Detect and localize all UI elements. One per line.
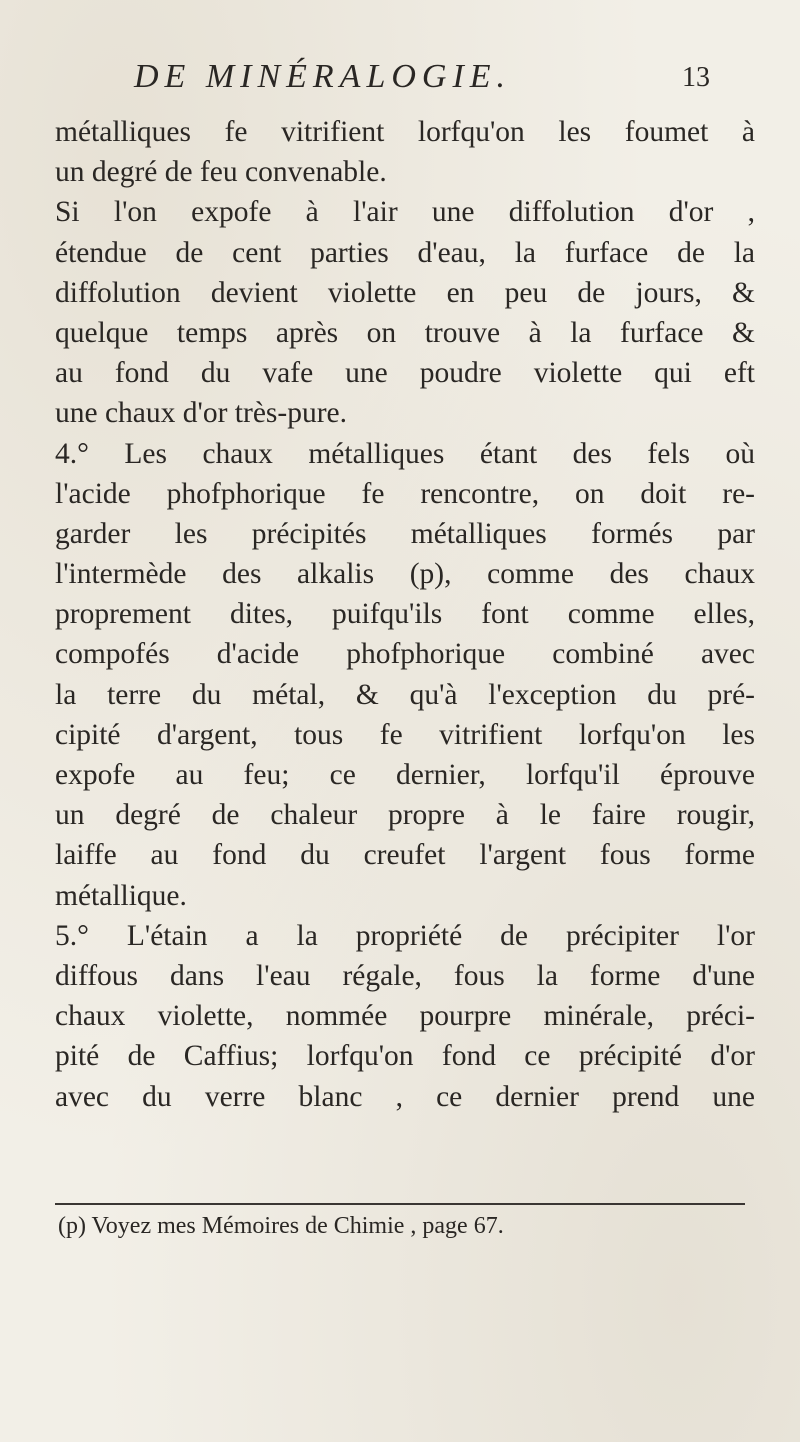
running-title: DE MINÉRALOGIE. xyxy=(134,58,512,95)
text-line: cipité d'argent, tous fe vitrifient lorfqu'on les xyxy=(55,718,755,751)
text-line: quelque temps après on trouve à la furface & xyxy=(55,316,755,349)
text-line: proprement dites, puifqu'ils font comme elles, xyxy=(55,598,755,631)
text-line: la terre du métal, & qu'à l'exception du pré- xyxy=(55,678,755,711)
text-line: métallique. xyxy=(55,879,187,912)
text-line: garder les précipités métalliques formés par xyxy=(55,517,755,550)
text-line: diffolution devient violette en peu de jours, & xyxy=(55,276,755,309)
text-line: l'intermède des alkalis (p), comme des chaux xyxy=(55,558,755,591)
text-line: au fond du vafe une poudre violette qui eft xyxy=(55,357,755,390)
text-line: un degré de chaleur propre à le faire rougir, xyxy=(55,799,755,832)
text-line: laiffe au fond du creufet l'argent fous forme xyxy=(55,839,755,872)
text-line: étendue de cent parties d'eau, la furface de la xyxy=(55,236,755,269)
text-line: compofés d'acide phofphorique combiné avec xyxy=(55,638,755,671)
footnote: (p) Voyez mes Mémoires de Chimie , page 67. xyxy=(58,1213,504,1239)
text-line: diffous dans l'eau régale, fous la forme d'une xyxy=(55,959,755,992)
running-head xyxy=(120,58,710,108)
text-line: avec du verre blanc , ce dernier prend une xyxy=(55,1080,755,1113)
text-line: 4.° Les chaux métalliques étant des fels où xyxy=(55,437,755,470)
body-text xyxy=(55,112,755,1117)
text-line: Si l'on expofe à l'air une diffolution d'or , xyxy=(55,196,755,229)
text-line: l'acide phofphorique fe rencontre, on doit re- xyxy=(55,477,755,510)
text-line: une chaux d'or très-pure. xyxy=(55,397,348,430)
text-line: 5.° L'étain a la propriété de précipiter l'or xyxy=(55,919,755,952)
text-line: chaux violette, nommée pourpre minérale, préci- xyxy=(55,1000,755,1033)
text-line: pité de Caffius; lorfqu'on fond ce précipité d'or xyxy=(55,1040,755,1073)
page-number: 13 xyxy=(682,62,710,93)
text-line: expofe au feu; ce dernier, lorfqu'il éprouve xyxy=(55,759,755,791)
text-line: métalliques fe vitrifient lorfqu'on les foumet à xyxy=(55,116,755,148)
text-line: un degré de feu convenable. xyxy=(55,156,387,189)
footnote-rule xyxy=(55,1203,745,1205)
